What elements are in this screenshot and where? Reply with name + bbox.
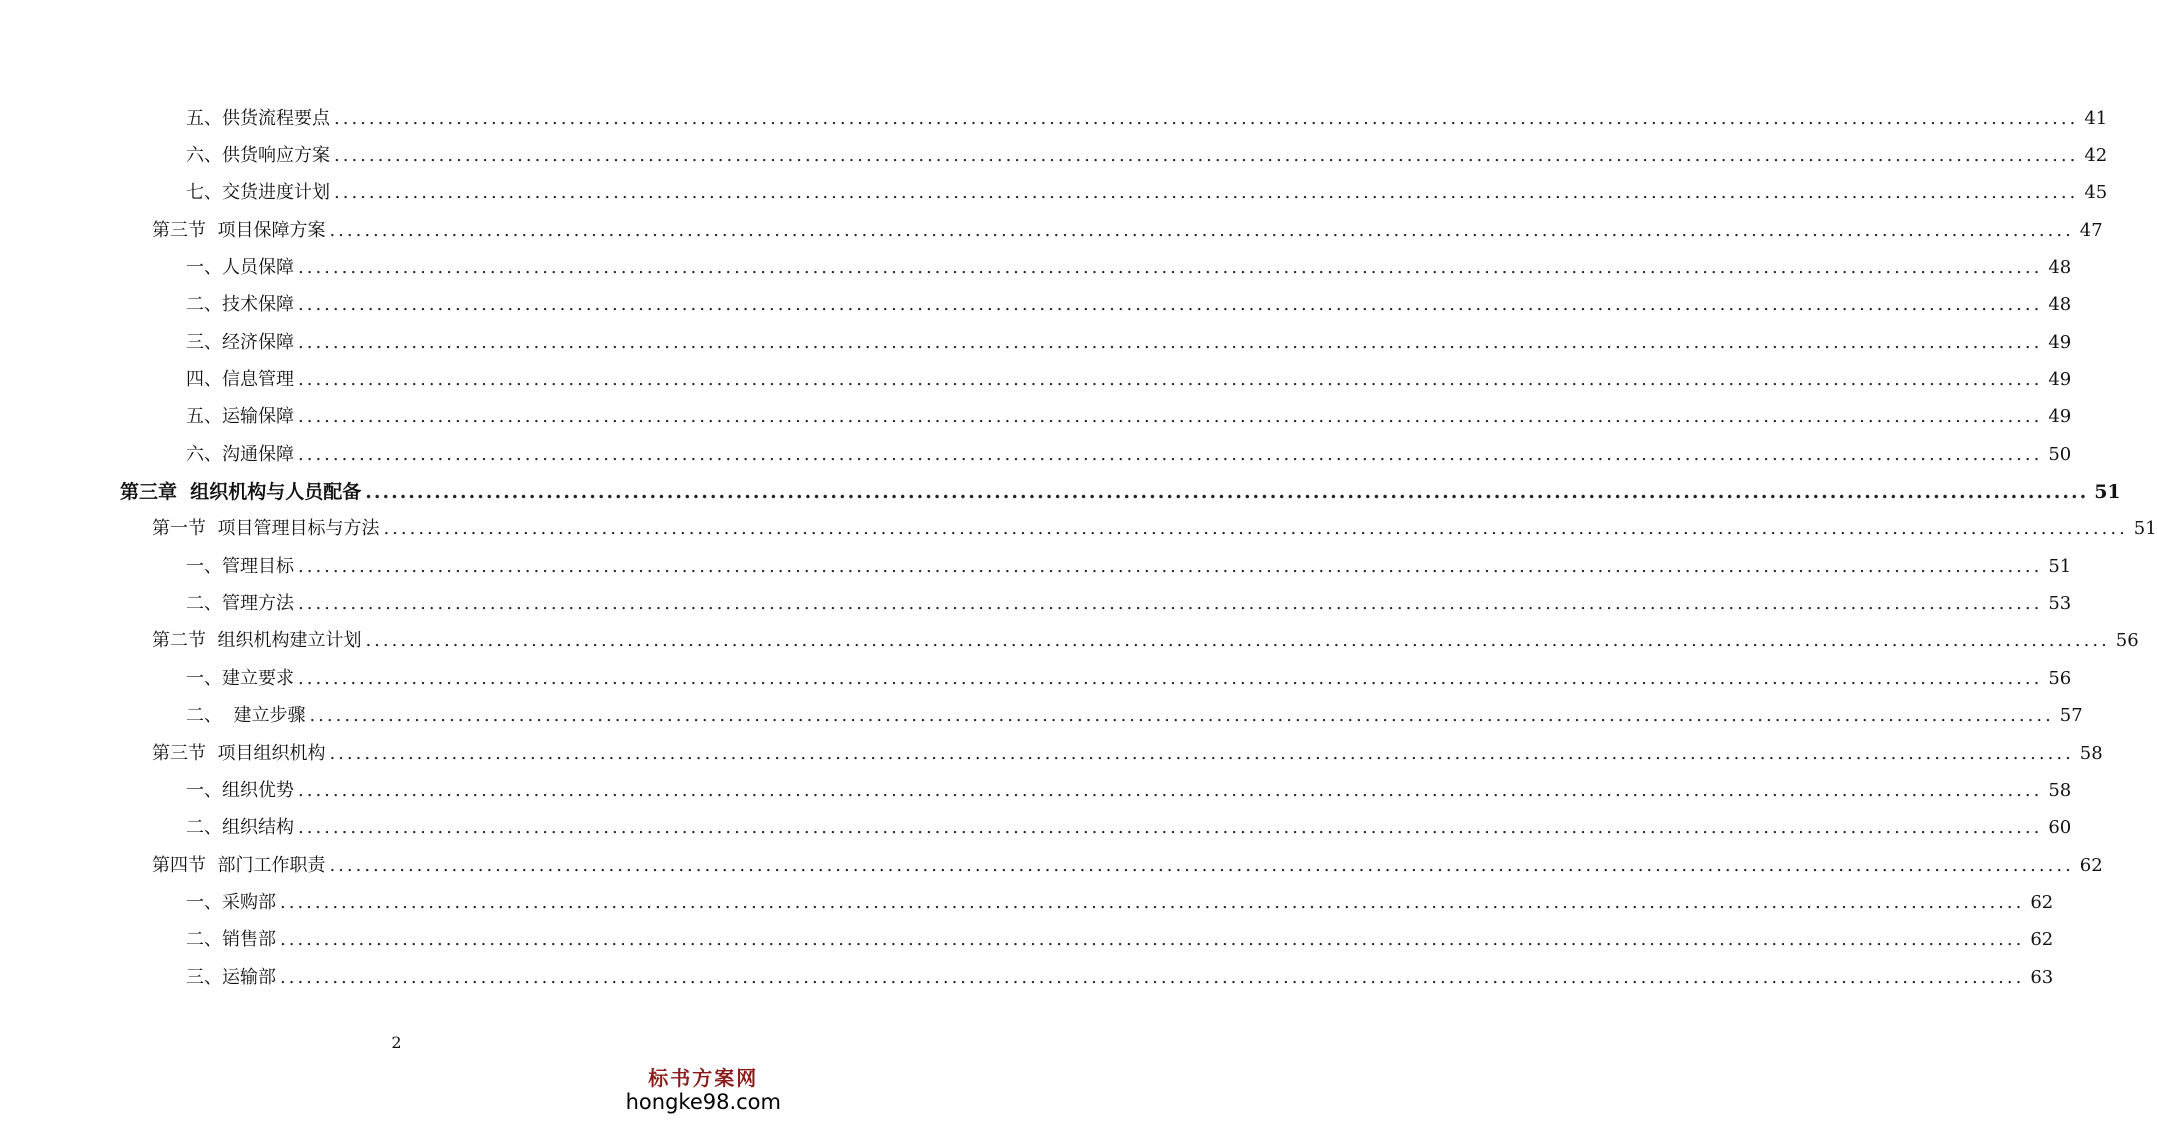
toc-entry-page: 53 xyxy=(2048,593,2072,615)
table-of-contents xyxy=(0,100,2157,996)
toc-entry[interactable] xyxy=(0,361,2072,398)
toc-entry-label: 第三节 项目保障方案 xyxy=(152,219,326,241)
toc-entry-page: 56 xyxy=(2048,667,2072,689)
toc-entry[interactable] xyxy=(0,287,2072,324)
toc-dot-leader: ........................................................................................................................................................................................................ xyxy=(298,406,2043,428)
toc-entry-label: 七、交货进度计划 xyxy=(186,182,330,204)
toc-entry[interactable] xyxy=(0,175,2108,212)
toc-dot-leader: ........................................................................................................................................................................................................ xyxy=(280,966,2025,988)
toc-entry-label: 第四节 部门工作职责 xyxy=(152,854,326,876)
toc-dot-leader: ........................................................................................................................................................................................................ xyxy=(298,555,2043,577)
toc-entry[interactable] xyxy=(0,623,2139,660)
toc-dot-leader: ........................................................................................................................................................................................................ xyxy=(298,817,2043,839)
toc-entry[interactable] xyxy=(0,548,2072,585)
toc-entry-label: 六、供货响应方案 xyxy=(186,145,330,167)
toc-entry-page: 58 xyxy=(2048,779,2072,801)
toc-dot-leader: ........................................................................................................................................................................................................ xyxy=(298,443,2043,465)
toc-entry-page: 41 xyxy=(2084,107,2108,129)
toc-dot-leader: ........................................................................................................................................................................................................ xyxy=(309,705,2054,727)
toc-entry-label: 第三节 项目组织机构 xyxy=(152,742,326,764)
toc-entry-page: 50 xyxy=(2048,443,2072,465)
toc-entry-page: 57 xyxy=(2059,705,2083,727)
toc-dot-leader: ........................................................................................................................................................................................................ xyxy=(298,331,2043,353)
toc-entry[interactable] xyxy=(0,436,2072,473)
toc-entry[interactable] xyxy=(0,399,2072,436)
toc-dot-leader: ........................................................................................................................................................................................................ xyxy=(383,518,2128,540)
toc-entry[interactable] xyxy=(0,810,2072,847)
toc-entry-label: 第三章 组织机构与人员配备 xyxy=(120,481,362,504)
toc-entry[interactable] xyxy=(0,660,2072,697)
toc-entry-page: 48 xyxy=(2048,257,2072,279)
toc-entry[interactable] xyxy=(0,100,2108,137)
toc-entry[interactable] xyxy=(0,884,2054,921)
toc-entry-page: 49 xyxy=(2048,331,2072,353)
toc-entry-label: 二、管理方法 xyxy=(186,593,294,615)
toc-entry-label: 五、供货流程要点 xyxy=(186,107,330,129)
toc-entry-label: 三、运输部 xyxy=(186,966,276,988)
toc-entry-page: 51 xyxy=(2133,518,2157,540)
toc-entry[interactable] xyxy=(0,922,2054,959)
toc-entry[interactable] xyxy=(0,959,2054,996)
toc-entry-label: 四、信息管理 xyxy=(186,369,294,391)
toc-dot-leader: ........................................................................................................................................................................................................ xyxy=(298,779,2043,801)
toc-entry[interactable] xyxy=(0,772,2072,809)
toc-entry-page: 49 xyxy=(2048,369,2072,391)
toc-dot-leader: ........................................................................................................................................................................................................ xyxy=(298,667,2043,689)
toc-dot-leader: ........................................................................................................................................................................................................ xyxy=(280,929,2025,951)
toc-dot-leader: ........................................................................................................................................................................................................ xyxy=(329,854,2074,876)
toc-entry-page: 62 xyxy=(2030,929,2054,951)
toc-dot-leader: ........................................................................................................................................................................................................ xyxy=(334,107,2079,129)
toc-entry-page: 62 xyxy=(2030,891,2054,913)
toc-entry-label: 二、 建立步骤 xyxy=(186,705,306,727)
toc-entry-page: 51 xyxy=(2094,481,2121,504)
watermark-url: hongke98.com xyxy=(625,1089,781,1114)
toc-entry-label: 五、运输保障 xyxy=(186,406,294,428)
toc-entry[interactable] xyxy=(0,324,2072,361)
toc-entry-label: 六、沟通保障 xyxy=(186,443,294,465)
toc-entry-page: 63 xyxy=(2030,966,2054,988)
toc-dot-leader: ........................................................................................................................................................................................................ xyxy=(298,294,2043,316)
toc-dot-leader: ........................................................................................................................................................................................................ xyxy=(365,481,2089,504)
toc-dot-leader: ........................................................................................................................................................................................................ xyxy=(280,891,2025,913)
toc-entry-label: 二、销售部 xyxy=(186,929,276,951)
watermark-logo xyxy=(626,1067,781,1114)
toc-entry[interactable] xyxy=(0,585,2072,622)
toc-dot-leader: ........................................................................................................................................................................................................ xyxy=(334,145,2079,167)
toc-entry-page: 60 xyxy=(2048,817,2072,839)
toc-entry-page: 49 xyxy=(2048,406,2072,428)
toc-dot-leader: ........................................................................................................................................................................................................ xyxy=(298,369,2043,391)
toc-dot-leader: ........................................................................................................................................................................................................ xyxy=(365,630,2110,652)
page-number: 2 xyxy=(391,1033,402,1052)
toc-entry-page: 51 xyxy=(2048,555,2072,577)
toc-entry[interactable] xyxy=(0,212,2103,249)
toc-entry-label: 一、人员保障 xyxy=(186,257,294,279)
toc-dot-leader: ........................................................................................................................................................................................................ xyxy=(334,182,2079,204)
toc-entry-label: 二、技术保障 xyxy=(186,294,294,316)
toc-entry-label: 一、管理目标 xyxy=(186,555,294,577)
toc-entry[interactable] xyxy=(0,511,2157,548)
toc-entry-page: 45 xyxy=(2084,182,2108,204)
toc-entry-page: 42 xyxy=(2084,145,2108,167)
toc-entry-page: 58 xyxy=(2079,742,2103,764)
toc-dot-leader: ........................................................................................................................................................................................................ xyxy=(298,593,2043,615)
toc-dot-leader: ........................................................................................................................................................................................................ xyxy=(298,257,2043,279)
toc-entry[interactable] xyxy=(0,698,2083,735)
toc-entry-page: 48 xyxy=(2048,294,2072,316)
toc-entry-page: 62 xyxy=(2079,854,2103,876)
toc-entry[interactable] xyxy=(0,735,2103,772)
toc-entry-label: 第二节 组织机构建立计划 xyxy=(152,630,362,652)
toc-entry[interactable] xyxy=(0,249,2072,286)
toc-entry-page: 56 xyxy=(2115,630,2139,652)
toc-entry[interactable] xyxy=(0,473,2121,510)
toc-entry-label: 三、经济保障 xyxy=(186,331,294,353)
toc-entry[interactable] xyxy=(0,847,2103,884)
toc-entry-page: 47 xyxy=(2079,219,2103,241)
toc-dot-leader: ........................................................................................................................................................................................................ xyxy=(329,742,2074,764)
toc-dot-leader: ........................................................................................................................................................................................................ xyxy=(329,219,2074,241)
toc-entry[interactable] xyxy=(0,137,2108,174)
toc-entry-label: 一、采购部 xyxy=(186,891,276,913)
toc-entry-label: 一、建立要求 xyxy=(186,667,294,689)
toc-entry-label: 一、组织优势 xyxy=(186,779,294,801)
toc-entry-label: 第一节 项目管理目标与方法 xyxy=(152,518,380,540)
watermark-title: 标书方案网 xyxy=(648,1065,759,1090)
toc-entry-label: 二、组织结构 xyxy=(186,817,294,839)
